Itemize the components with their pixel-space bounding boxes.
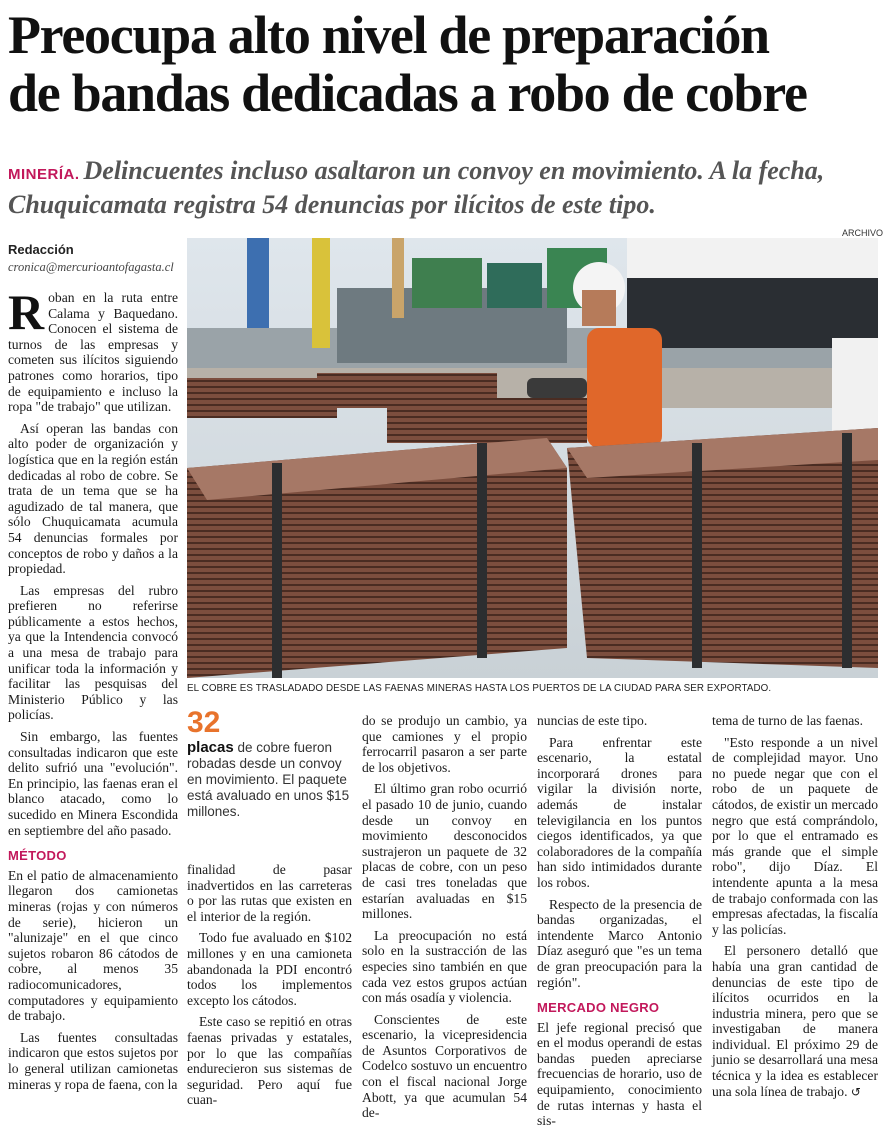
stat-number: 32 <box>187 706 221 739</box>
paragraph-text: oban en la ruta entre Calama y Baquedano. Conocen el sistema de turnos de las empresas y cometen sus ilícitos siguiendo patrones como horarios, tipo de equipamiento e incluso la ropa "de trabajo" que utilizan. <box>8 290 178 415</box>
article-photo <box>187 238 878 678</box>
drop-cap: R <box>8 284 45 340</box>
subhead-metodo: MÉTODO <box>8 848 67 864</box>
section-kicker: MINERÍA. <box>8 166 80 183</box>
paragraph: Respecto de la presencia de bandas organizadas, el intendente Marco Antonio Díaz aseguró que "es un tema de gran preocupación para la región". <box>537 896 702 990</box>
paragraph: El jefe regional precisó que en el modus operandi de estas bandas pueden apreciarse frecuencias de horario, uso de equipamiento, conocimiento de rutas internas y hasta el sis- <box>537 1019 702 1129</box>
headline-line-2: de bandas dedicadas a robo de cobre <box>8 63 807 123</box>
photo-credit: ARCHIVO <box>842 228 884 238</box>
paragraph: El último gran robo ocurrió el pasado 10 de junio, cuando desde un convoy en movimiento desconocidos sustrajeron un paquete de 32 placas de cobre, con un peso de casi tres toneladas que estarían avaluadas en $15 millones. <box>362 781 527 922</box>
paragraph: Así operan las bandas con alto poder de organización y logística que en la región están dedicadas al robo de cobre. Se trata de un tema que se ha agudizado de tal manera, que sólo Chuquicamata acumula 54 denuncias formales por conceptos de robo y daños a la propiedad. <box>8 420 178 577</box>
deck-text: Delincuentes incluso asaltaron un convoy en movimiento. A la fecha, Chuquicamata registra 54 denuncias por ilícitos de este tipo. <box>8 156 825 219</box>
paragraph: La preocupación no está solo en la sustracción de las especies sino también en que cada vez estos grupos actúan con más osadía y violencia. <box>362 927 527 1006</box>
photo-caption: EL COBRE ES TRASLADADO DESDE LAS FAENAS MINERAS HASTA LOS PUERTOS DE LA CIUDAD PARA SER EXPORTADO. <box>187 683 772 694</box>
paragraph: Conscientes de este escenario, la vicepresidencia de Asuntos Corporativos de Codelco sostuvo un encuentro con el fiscal nacional Jorge Abott, ya que acumulan 54 de- <box>362 1011 527 1121</box>
article-column-1 <box>8 284 178 1098</box>
end-mark-icon: ↺ <box>850 1084 861 1099</box>
paragraph: Sin embargo, las fuentes consultadas indicaron que este delito sufrió una "evolución". En principio, las faenas eran el blanco atacado, como lo sucedido en Minera Escondida en septiembre del año pasado. <box>8 729 178 838</box>
subhead-mercado-negro: MERCADO NEGRO <box>537 1000 660 1016</box>
article-column-3 <box>362 713 527 1127</box>
paragraph: Las fuentes consultadas indicaron que estos sujetos por lo general utilizan camionetas mineras y ropa de faena, con la <box>8 1029 178 1092</box>
paragraph: Este caso se repitió en otras faenas privadas y estatales, por lo que las compañías endurecieron sus sistemas de seguridad. Pero aquí fue cuan- <box>187 1014 352 1108</box>
stat-box <box>187 706 357 820</box>
paragraph: Las empresas del rubro prefieren no referirse públicamente a estos hechos, ya que la Intendencia convocó a una mesa de trabajo para unificar toda la información y facilitar las pesquisas del Ministerio Público y las policías. <box>8 582 178 723</box>
paragraph: En el patio de almacenamiento llegaron dos camionetas mineras (rojas y con números de serie), hicieron un "alunizaje" en el que cinco sujetos robaron 86 cátodos de cobre, al menos 35 radiocomunicadores, computadores y equipamiento de trabajo. <box>8 867 178 1024</box>
deck <box>8 156 878 220</box>
stat-lead: placas <box>187 739 234 756</box>
paragraph: tema de turno de las faenas. <box>712 713 863 728</box>
byline-email[interactable]: cronica@mercurioantofagasta.cl <box>8 260 174 274</box>
byline-author: Redacción <box>8 242 74 257</box>
paragraph: nuncias de este tipo. <box>537 713 648 728</box>
article-column-2 <box>187 862 352 1114</box>
article-column-4 <box>537 713 702 1135</box>
paragraph-text: El personero detalló que había una gran cantidad de denuncias de este tipo de ilícitos ocurridos en la industria minera, pero que se investigaban de manera individual. El próximo 29 de junio se desarrollará una mesa técnica y la idea es establecer una sola línea de trabajo. <box>712 943 878 1099</box>
headline <box>8 6 878 122</box>
paragraph <box>8 284 178 415</box>
article-column-5 <box>712 713 878 1106</box>
stat-text: de cobre fueron robadas desde un convoy en movimiento. El paquete está avaluado en unos $15 millones. <box>187 740 350 819</box>
headline-line-1: Preocupa alto nivel de preparación <box>8 5 769 65</box>
paragraph: Todo fue avaluado en $102 millones y en una camioneta abandonada la PDI encontró todos los implementos excepto los cátodos. <box>187 930 352 1008</box>
paragraph: Para enfrentar este escenario, la estatal incorporará drones para vigilar la división norte, además de instalar televigilancia en los puntos ciegos identificados, ya que colaboradores de la compañía han sido intimidados durante los robos. <box>537 734 702 890</box>
paragraph: do se produjo un cambio, ya que camiones y el propio ferrocarril pasaron a ser parte de los objetivos. <box>362 713 527 775</box>
paragraph: finalidad de pasar inadvertidos en las carreteras o por las rutas que existen en el interior de la región. <box>187 862 352 924</box>
paragraph: "Esto responde a un nivel de complejidad mayor. Uno no puede negar que con el robo de un paquete de cátodos, de existir un mercado negro que está comprándolo, por lo que el entramado es más grande que el simple robo", dijo Díaz. El intendente apunta a la mesa de trabajo conformada con las empresas afectadas, la fiscalía y las policías. <box>712 734 878 937</box>
paragraph <box>712 943 878 1100</box>
